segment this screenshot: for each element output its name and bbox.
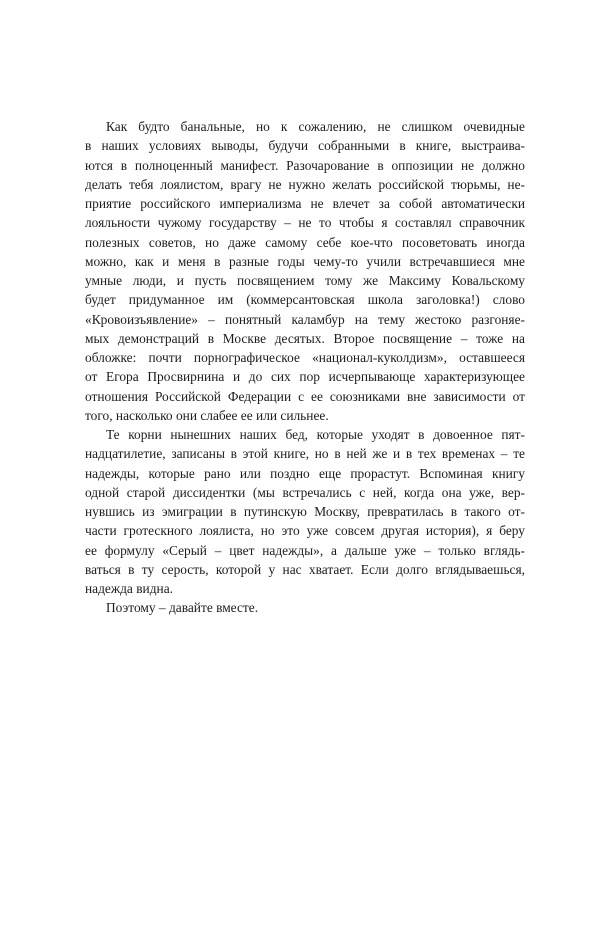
body-text: [85, 117, 525, 618]
paragraph-line: обложке: почти порнографическое «национал-куколдизм», оставшееся: [85, 350, 525, 365]
paragraph-line: лояльности чужому государству – не то чтобы я составлял справочник: [85, 215, 525, 231]
paragraph-line: части гротескного лоялиста, но это уже совсем другая история), я беру: [85, 523, 525, 539]
paragraph-line: «Кровоизъявление» – понятный каламбур на тему жестоко разгоняе-: [85, 311, 525, 327]
paragraph-line: Поэтому – давайте вместе.: [106, 600, 259, 616]
paragraph-line: того, насколько они слабее ее или сильнее.: [85, 407, 329, 423]
paragraph-line: одной старой диссидентки (мы встречались с ней, когда она уже, вер-: [85, 484, 525, 500]
paragraph-line: будет придуманное им (коммерсантовская школа заголовка!) слово: [85, 292, 525, 308]
paragraph-line: полезных советов, но даже самому себе кое-что посоветовать иногда: [85, 234, 525, 250]
paragraph-line: приятие российского империализма не влечет за собой автоматически: [85, 196, 525, 211]
paragraph-line: ее формулу «Серый – цвет надежды», а дальше уже – только вглядь-: [85, 542, 525, 558]
paragraph-line: в наших условиях выводы, будучи собранными в книге, выстраива-: [85, 138, 525, 154]
paragraph-line: надцатилетие, записаны в этой книге, но в ней же и в тех временах – те: [85, 446, 525, 462]
paragraph-line: нувшись из эмиграции в путинскую Москву, превратилась в такого от-: [85, 504, 525, 519]
paragraph-line: мых демонстраций в Москве десятых. Второе посвящение – тоже на: [85, 330, 525, 346]
paragraph-line: делать тебя лоялистом, врагу не нужно желать российской тюрьмы, не-: [85, 176, 525, 192]
paragraph-line: отношения Российской Федерации с ее союзниками вне зависимости от: [85, 388, 525, 404]
paragraph-line: Как будто банальные, но к сожалению, не слишком очевидные: [106, 119, 525, 134]
paragraph-line: надежда видна.: [85, 581, 173, 596]
paragraph-line: можно, как и меня в разные годы чему-то учили встречавшиеся мне: [85, 253, 525, 269]
paragraph-line: ваться в ту серость, которой у нас хватает. Если долго вглядываешься,: [85, 561, 525, 577]
paragraph-line: от Егора Просвирнина и до сих пор исчерпывающе характеризующее: [85, 369, 525, 385]
paragraph-line: умные люди, и пусть посвящением тому же Максиму Ковальскому: [85, 273, 525, 288]
paragraph-line: Те корни нынешних наших бед, которые уходят в довоенное пят-: [106, 427, 525, 442]
paragraph-line: ются в полноценный манифест. Разочарование в оппозиции не должно: [85, 157, 525, 173]
paragraph-line: надежды, которые рано или поздно еще прорастут. Вспоминая книгу: [85, 465, 525, 481]
